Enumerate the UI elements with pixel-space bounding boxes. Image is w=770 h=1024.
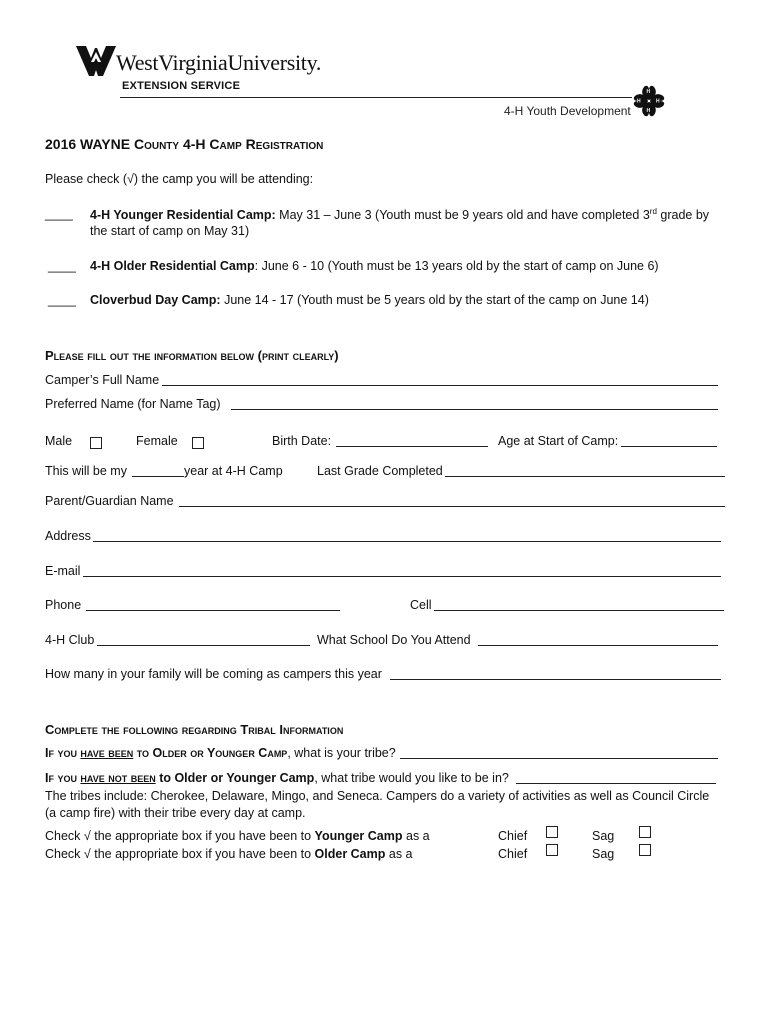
birth-date-field[interactable]: [336, 446, 488, 447]
camp-cloverbud-line: [90, 293, 649, 307]
wvu-flying-wv-icon: [76, 44, 116, 78]
q2-prefix: If you: [45, 771, 81, 785]
younger-chief-checkbox[interactable]: [546, 826, 558, 838]
older-chief-checkbox[interactable]: [546, 844, 558, 856]
older-sag-checkbox[interactable]: [639, 844, 651, 856]
email-label: E-mail: [45, 564, 81, 578]
desired-tribe-field[interactable]: [516, 783, 716, 784]
extension-service-label: EXTENSION SERVICE: [122, 80, 241, 92]
header-rule: [120, 97, 632, 98]
phone-field[interactable]: [86, 610, 340, 611]
male-checkbox[interactable]: [90, 437, 102, 449]
camp-older-line: [90, 259, 659, 273]
camp-younger-sup: rd: [649, 207, 657, 216]
tribe-question-not-been: [45, 771, 509, 785]
form-title: 2016 WAYNE County 4-H Camp Registration: [45, 136, 324, 152]
department-label: 4-H Youth Development: [504, 104, 631, 118]
younger-sag-checkbox[interactable]: [639, 826, 651, 838]
q1-question: , what is your tribe?: [287, 746, 396, 760]
camp-younger-line1: [90, 207, 709, 222]
tribes-info-line2: (a camp fire) with their tribe every day at camp.: [45, 806, 306, 820]
address-field[interactable]: [93, 541, 721, 542]
q1-prefix: If you: [45, 746, 81, 760]
section-tribal-heading: Complete the following regarding Tribal Information: [45, 722, 344, 737]
check-younger-text: Check √ the appropriate box if you have been to: [45, 829, 315, 843]
check-younger-camp: Younger Camp: [314, 829, 403, 843]
camp-younger-details: May 31 – June 3 (Youth must be 9 years old and have completed 3: [275, 208, 650, 223]
school-label: What School Do You Attend: [317, 633, 471, 647]
birth-date-label: Birth Date:: [272, 434, 332, 448]
camp-older-check-blank[interactable]: ____: [48, 259, 76, 273]
tribes-info-line1: The tribes include: Cherokee, Delaware, Mingo, and Seneca. Campers do a variety of activities as well as Council Circle: [45, 789, 710, 803]
female-label: Female: [136, 434, 178, 448]
club-label: 4-H Club: [45, 633, 95, 647]
female-checkbox[interactable]: [192, 437, 204, 449]
camp-cloverbud-name: Cloverbud Day Camp:: [90, 293, 221, 307]
check-younger-line: [45, 829, 430, 843]
phone-label: Phone: [45, 598, 82, 612]
camp-cloverbud-check-blank[interactable]: ____: [48, 293, 76, 307]
q1-camp: to Older or Younger Camp: [133, 746, 288, 760]
full-name-field[interactable]: [162, 385, 718, 386]
family-label: How many in your family will be coming as campers this year: [45, 667, 382, 681]
instructions-text: Please check (√) the camp you will be attending:: [45, 172, 314, 186]
svg-text:H: H: [637, 98, 641, 105]
svg-text:H: H: [646, 89, 651, 95]
address-label: Address: [45, 529, 91, 543]
younger-chief-label: Chief: [498, 829, 528, 843]
club-field[interactable]: [97, 645, 310, 646]
year-suffix-label: year at 4-H Camp: [184, 464, 283, 478]
older-sag-label: Sag: [592, 847, 615, 861]
preferred-name-label: Preferred Name (for Name Tag): [45, 397, 221, 411]
age-field[interactable]: [621, 446, 717, 447]
check-older-line: [45, 847, 413, 861]
4h-clover-icon: [631, 83, 667, 119]
year-field[interactable]: [132, 476, 184, 477]
camp-older-name: 4-H Older Residential Camp: [90, 259, 255, 273]
guardian-label: Parent/Guardian Name: [45, 494, 174, 508]
full-name-label: Camper’s Full Name: [45, 373, 160, 387]
camp-younger-check-blank[interactable]: ____: [45, 207, 73, 221]
older-chief-label: Chief: [498, 847, 528, 861]
check-younger-suffix: as a: [402, 829, 430, 843]
younger-sag-label: Sag: [592, 829, 615, 843]
section-info-heading: Please fill out the information below (print clearly): [45, 348, 339, 363]
cell-field[interactable]: [434, 610, 724, 611]
check-older-text: Check √ the appropriate box if you have been to: [45, 847, 315, 861]
university-name: WestVirginiaUniversity.: [116, 50, 322, 75]
q2-have-not-been: have not been: [80, 771, 156, 785]
age-label: Age at Start of Camp:: [498, 434, 619, 448]
last-grade-field[interactable]: [445, 476, 725, 477]
svg-text:H: H: [646, 108, 651, 114]
q2-camp: to Older or Younger Camp: [155, 771, 315, 785]
camp-cloverbud-details: June 14 - 17 (Youth must be 5 years old by the start of the camp on June 14): [220, 293, 649, 307]
family-field[interactable]: [390, 679, 721, 680]
email-field[interactable]: [83, 576, 721, 577]
tribe-question-been: [45, 746, 396, 760]
current-tribe-field[interactable]: [400, 758, 718, 759]
guardian-field[interactable]: [179, 506, 725, 507]
camp-older-details: : June 6 - 10 (Youth must be 13 years old by the start of camp on June 6): [254, 259, 659, 273]
check-older-camp: Older Camp: [314, 847, 386, 861]
year-prefix-label: This will be my: [45, 464, 127, 478]
q1-have-been: have been: [80, 746, 134, 760]
school-field[interactable]: [478, 645, 718, 646]
camp-younger-details-b: grade by: [656, 208, 710, 223]
cell-label: Cell: [410, 598, 432, 612]
svg-text:H: H: [656, 98, 660, 105]
camp-younger-line2: the start of camp on May 31): [90, 224, 250, 238]
q2-question: , what tribe would you like to be in?: [314, 771, 509, 785]
last-grade-label: Last Grade Completed: [317, 464, 443, 478]
check-older-suffix: as a: [385, 847, 413, 861]
preferred-name-field[interactable]: [231, 409, 718, 410]
camp-younger-name: 4-H Younger Residential Camp:: [90, 208, 276, 223]
male-label: Male: [45, 434, 73, 448]
